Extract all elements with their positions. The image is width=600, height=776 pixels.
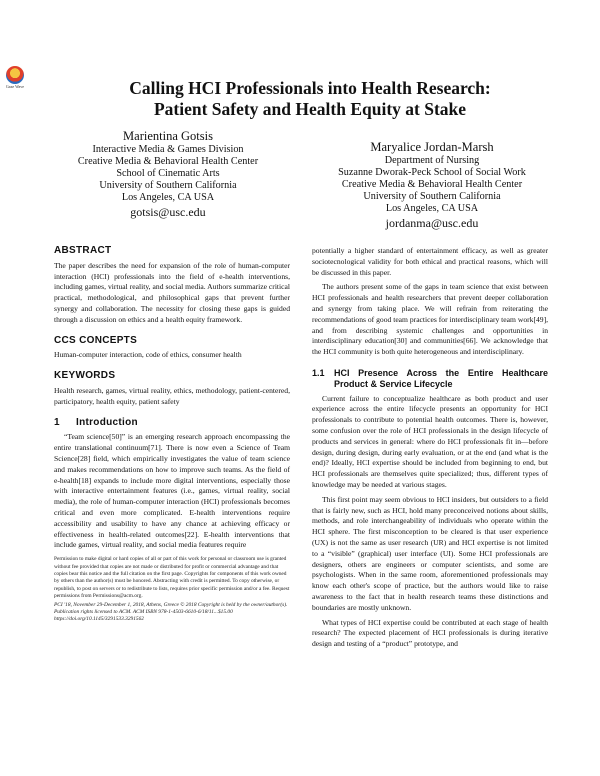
author-affiliation: Los Angeles, CA USA: [121, 192, 215, 203]
author-email[interactable]: gotsis@usc.edu: [130, 205, 206, 219]
permission-footnote: Permission to make digital or hard copies of all or part of this work for personal or classroom use is granted without fee provided that copies are not made or distributed for profit or commercial advantage and that copies bear this notice and the full citation on the first page. Copyrights for components of this work owned by others than the author(s) must be honored. Abstracting with credit is permitted. To copy otherwise, or republish, to post on servers or to redistribute to lists, requires prior specific permission and/or a fee. Request permissions from Permissions@acm.org.: [54, 556, 290, 600]
section-number: 1.1: [312, 367, 325, 378]
author-email[interactable]: jordanma@usc.edu: [385, 216, 479, 230]
author-name: Maryalice Jordan-Marsh: [370, 140, 494, 154]
ccs-text: Human-computer interaction, code of ethics, consumer health: [54, 350, 242, 360]
paragraph: Current failure to conceptualize healthcare as both product and user experience across the entire lifecycle presents an opportunity for HCI professionals to contribute to potential health outcomes. There is, however, some confusion over the role of HCI professionals in the design lifecycle of products and services in general: where do HCI professionals fit in—before design, during design, during early evaluation, or at the end (and what is the end)? Ideally, HCI expertise should be included from beginning to end, but HCI professionals are themselves quite specialized; thus, different types of knowledge may be needed at various stages.: [312, 393, 548, 489]
copyright-footnote: PCI '18, November 29-December 1, 2018, Athens, Greece © 2018 Copyright is held by the owner/author(s). Publication rights licensed to ACM. ACM ISBN 978-1-4503-6610-6/18/11...$15.00 https://doi.org/10.1145/3291533.3291562: [54, 601, 288, 623]
abstract-text: The paper describes the need for expansion of the role of human-computer interaction (HCI) professionals into the field of e-health interventions, including games, virtual reality, and social media. Authors summarize critical practical, methodological, and philosophical gaps that prevent further synergy and collaboration. The necessity for closing these gaps is guided through a discussion on ethics and a health equity framework.: [54, 260, 290, 324]
ccs-heading: CCS CONCEPTS: [54, 334, 138, 346]
author-affiliation: Interactive Media & Games Division: [92, 144, 244, 155]
author-affiliation: Department of Nursing: [384, 155, 480, 166]
author-affiliation: Suzanne Dworak-Peck School of Social Work: [338, 167, 526, 178]
logo-text: Gaze Wave: [5, 84, 25, 89]
paragraph: What types of HCI expertise could be contributed at each stage of health research? The expected placement of HCI professionals is during iterative design and testing of a “product” prototype, and: [312, 617, 548, 649]
paper-title: [60, 78, 560, 120]
author-name: Marientina Gotsis: [123, 129, 213, 143]
author-affiliation: Creative Media & Behavioral Health Center: [77, 156, 259, 167]
paragraph: The authors present some of the gaps in team science that exist between HCI professionals and health researchers that prevent deeper collaboration and synergy from taking place. We will refrain from reiterating the recommendations of good team practices for interdisciplinary team work[49], and from describing systemic challenges and opportunities in interdisciplinary education[30] and communities[66]. We acknowledge that the HCI community is both quite heterogeneous and interdisciplinary.: [312, 282, 548, 357]
keywords-text: Health research, games, virtual reality, ethics, methodology, patient-centered, participatory, health equity, patient safety: [54, 385, 290, 406]
intro-heading: [54, 418, 290, 429]
paragraph: potentially a higher standard of entertainment efficacy, as well as greater sociotecnological validity for both ethical and practical reasons, which will be discussed in this paper.: [312, 246, 548, 277]
section-title: HCI Presence Across the Entire Healthcare Product & Service Lifecycle: [334, 367, 548, 389]
author-block-1: [58, 129, 278, 219]
abstract-heading: ABSTRACT: [54, 245, 112, 256]
title-line-1: Calling HCI Professionals into Health Research:: [129, 78, 491, 98]
section-1-1-heading: [312, 368, 548, 390]
logo-emblem-icon: [6, 66, 24, 84]
intro-text: “Team science[50]” is an emerging research approach encompassing the entire translational continuum[71]. There is now even a Science of Team Science[28] field, which empirically investigates the value of team science and makes recommendations on how to improve such teams. As the field of e-health[18] expands to include more digital interventions, especially those with interactive entertainment features (i.e., games, virtual reality, social media), the role of human-computer interaction (HCI) professionals becomes critical and even more complicated. E-health interventions require accessibility and usability to have any chance at achieving efficacy or effectiveness in health-related outcomes[22]. E-health interventions that include games, virtual reality, and social media features require: [54, 432, 290, 550]
left-column: [54, 246, 290, 624]
author-affiliation: University of Southern California: [99, 180, 237, 191]
publisher-logo: [4, 66, 26, 89]
author-block-2: [322, 140, 542, 230]
intro-title: Introduction: [76, 416, 138, 428]
author-affiliation: Los Angeles, CA USA: [385, 203, 479, 214]
intro-number: 1: [54, 416, 60, 428]
author-affiliation: Creative Media & Behavioral Health Center: [341, 179, 523, 190]
author-affiliation: University of Southern California: [363, 191, 501, 202]
keywords-heading: KEYWORDS: [54, 370, 116, 382]
author-affiliation: School of Cinematic Arts: [116, 168, 220, 179]
right-column: [312, 246, 548, 650]
paragraph: This first point may seem obvious to HCI insiders, but outsiders to a field that is fairly new, such as HCI, hold many preconceived notions about skills, methods, and role interchangeability of individuals who operate within the HCI sphere. The first misconception to be cleared is that user experience (UX) is not the same as user research (UR) and HCI expertise is not limited to a “visible” (graphical) user interface (UI). Some HCI professionals are designers, others are engineers or computer scientists, and some are psychologists. When in the same room, aforementioned professionals may know each other's scope of practice, but the authors would like to raise awareness to the fact that in health research teams these distinctions and boundaries are mostly unknown.: [312, 494, 548, 612]
title-line-2: Patient Safety and Health Equity at Stake: [153, 99, 467, 119]
